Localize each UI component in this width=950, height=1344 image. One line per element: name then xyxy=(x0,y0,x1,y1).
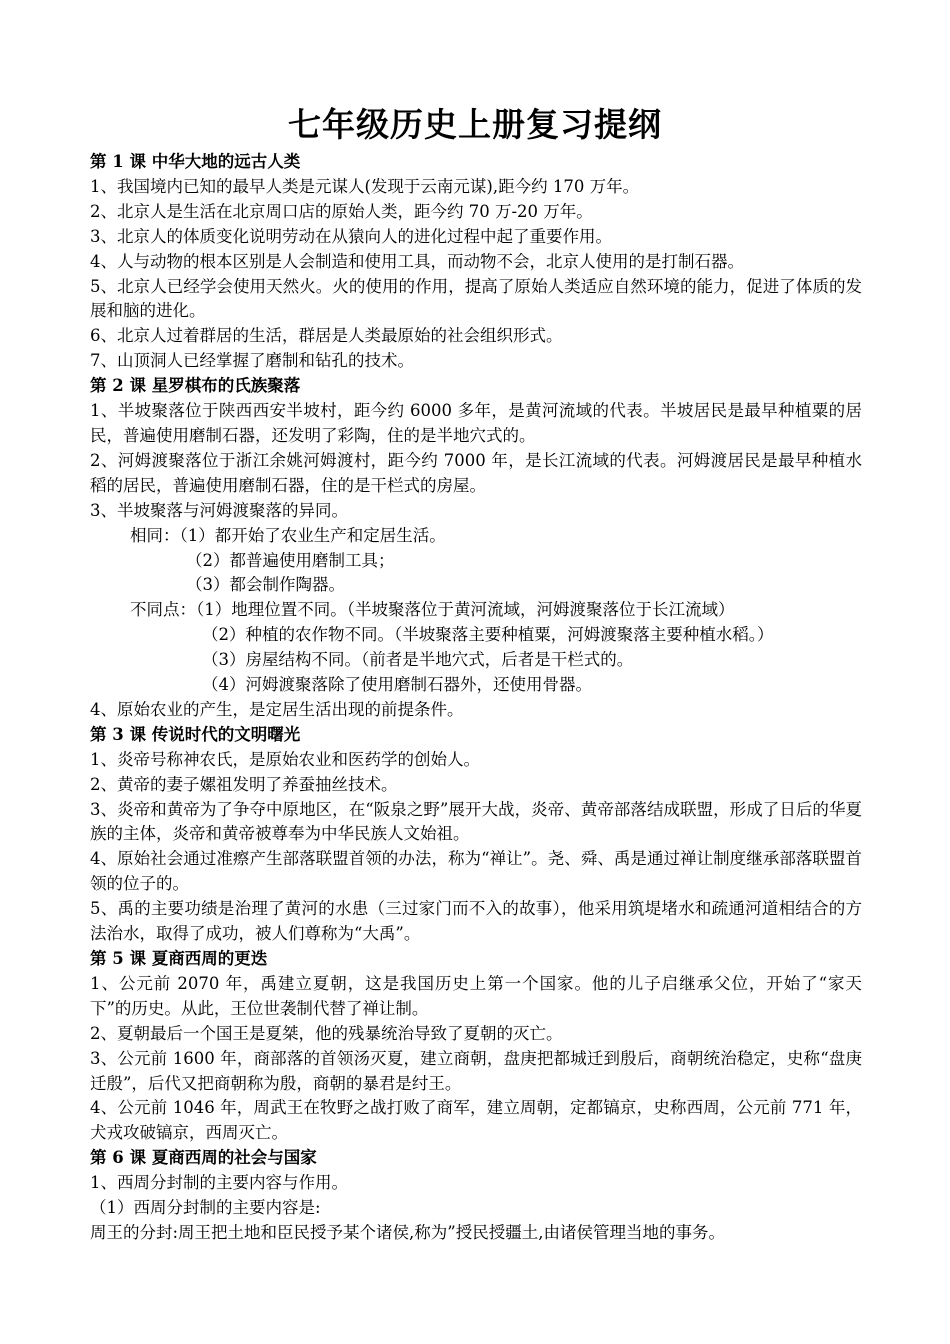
outline-item: （1）西周分封制的主要内容是: xyxy=(90,1198,321,1218)
outline-item: 2、黄帝的妻子嫘祖发明了养蚕抽丝技术。 xyxy=(90,774,398,794)
outline-item: 不同点：（1）地理位置不同。（半坡聚落位于黄河流域，河姆渡聚落位于长江流域） xyxy=(130,600,735,620)
outline-item: 1、公元前 2070 年，禹建立夏朝，这是我国历史上第一个国家。他的儿子启继承父位，开始了“家天下”的历史。从此，王位世袭制代替了禅让制。 xyxy=(90,973,862,1018)
outline-item: 1、西周分封制的主要内容与作用。 xyxy=(90,1173,348,1193)
document-title: 七年级历史上册复习提纲 xyxy=(288,105,662,144)
lesson-heading: 第 6 课 夏商西周的社会与国家 xyxy=(90,1148,317,1168)
outline-item: 6、北京人过着群居的生活，群居是人类最原始的社会组织形式。 xyxy=(90,326,563,346)
outline-item: 3、公元前 1600 年，商部落的首领汤灭夏，建立商朝，盘庚把都城迁到殷后，商朝统治稳定，史称“盘庚迁殷”，后代又把商朝称为殷，商朝的暴君是纣王。 xyxy=(90,1048,862,1093)
outline-item: 1、我国境内已知的最早人类是元谋人(发现于云南元谋),距今约 170 万年。 xyxy=(90,176,640,196)
outline-item: 2、夏朝最后一个国王是夏桀，他的残暴统治导致了夏朝的灭亡。 xyxy=(90,1023,563,1043)
outline-item: 5、北京人已经学会使用天然火。火的使用的作用，提高了原始人类适应自然环境的能力，促进了体质的发展和脑的进化。 xyxy=(90,276,862,321)
outline-item: 7、山顶洞人已经掌握了磨制和钻孔的技术。 xyxy=(90,351,414,371)
document-body xyxy=(90,150,862,1246)
outline-item: 4、原始农业的产生，是定居生活出现的前提条件。 xyxy=(90,699,464,719)
outline-item: 1、炎帝号称神农氏，是原始农业和医药学的创始人。 xyxy=(90,749,480,769)
outline-item: 2、河姆渡聚落位于浙江余姚河姆渡村，距今约 7000 年，是长江流域的代表。河姆渡居民是最早种植水稻的居民，普遍使用磨制石器，住的是干栏式的房屋。 xyxy=(90,450,862,495)
outline-item: 5、禹的主要功绩是治理了黄河的水患（三过家门而不入的故事），他采用筑堤堵水和疏通河道相结合的方法治水，取得了成功，被人们尊称为“大禹”。 xyxy=(90,899,862,944)
outline-item: （2）都普遍使用磨制工具； xyxy=(186,550,395,570)
outline-item: （2）种植的农作物不同。（半坡聚落主要种植粟，河姆渡聚落主要种植水稻。） xyxy=(202,625,774,645)
outline-item: 3、北京人的体质变化说明劳动在从猿向人的进化过程中起了重要作用。 xyxy=(90,226,612,246)
outline-item: （4）河姆渡聚落除了使用磨制石器外，还使用骨器。 xyxy=(202,675,592,695)
outline-item: 3、半坡聚落与河姆渡聚落的异同。 xyxy=(90,500,348,520)
outline-item: （3）都会制作陶器。 xyxy=(186,575,345,595)
outline-item: 2、北京人是生活在北京周口店的原始人类，距今约 70 万-20 万年。 xyxy=(90,201,593,221)
lesson-heading: 第 3 课 传说时代的文明曙光 xyxy=(90,724,301,744)
outline-item: 周王的分封:周王把土地和臣民授予某个诸侯,称为”授民授疆土,由诸侯管理当地的事务。 xyxy=(90,1222,725,1242)
outline-item: 4、人与动物的根本区别是人会制造和使用工具，而动物不会，北京人使用的是打制石器。 xyxy=(90,251,744,271)
outline-item: （3）房屋结构不同。（前者是半地穴式，后者是干栏式的。 xyxy=(202,650,634,670)
outline-item: 1、半坡聚落位于陕西西安半坡村，距今约 6000 多年，是黄河流域的代表。半坡居民是最早种植粟的居民，普遍使用磨制石器，还发明了彩陶，住的是半地穴式的。 xyxy=(90,401,862,445)
outline-item: 4、原始社会通过准瘵产生部落联盟首领的办法，称为“禅让”。尧、舜、禹是通过禅让制度继承部落联盟首领的位子的。 xyxy=(90,849,862,894)
lesson-heading: 第 5 课 夏商西周的更迭 xyxy=(90,949,268,968)
lesson-heading: 第 2 课 星罗棋布的氏族聚落 xyxy=(90,376,301,396)
outline-item: 3、炎帝和黄帝为了争夺中原地区，在“阪泉之野”展开大战，炎帝、黄帝部落结成联盟，形成了日后的华夏族的主体，炎帝和黄帝被尊奉为中华民族人文始祖。 xyxy=(90,799,862,844)
outline-item: 相同：（1）都开始了农业生产和定居生活。 xyxy=(130,525,446,545)
outline-item: 4、公元前 1046 年，周武王在牧野之战打败了商军，建立周朝，定都镐京，史称西周，公元前 771 年，犬戎攻破镐京，西周灭亡。 xyxy=(90,1098,862,1143)
lesson-heading: 第 1 课 中华大地的远古人类 xyxy=(90,152,301,171)
